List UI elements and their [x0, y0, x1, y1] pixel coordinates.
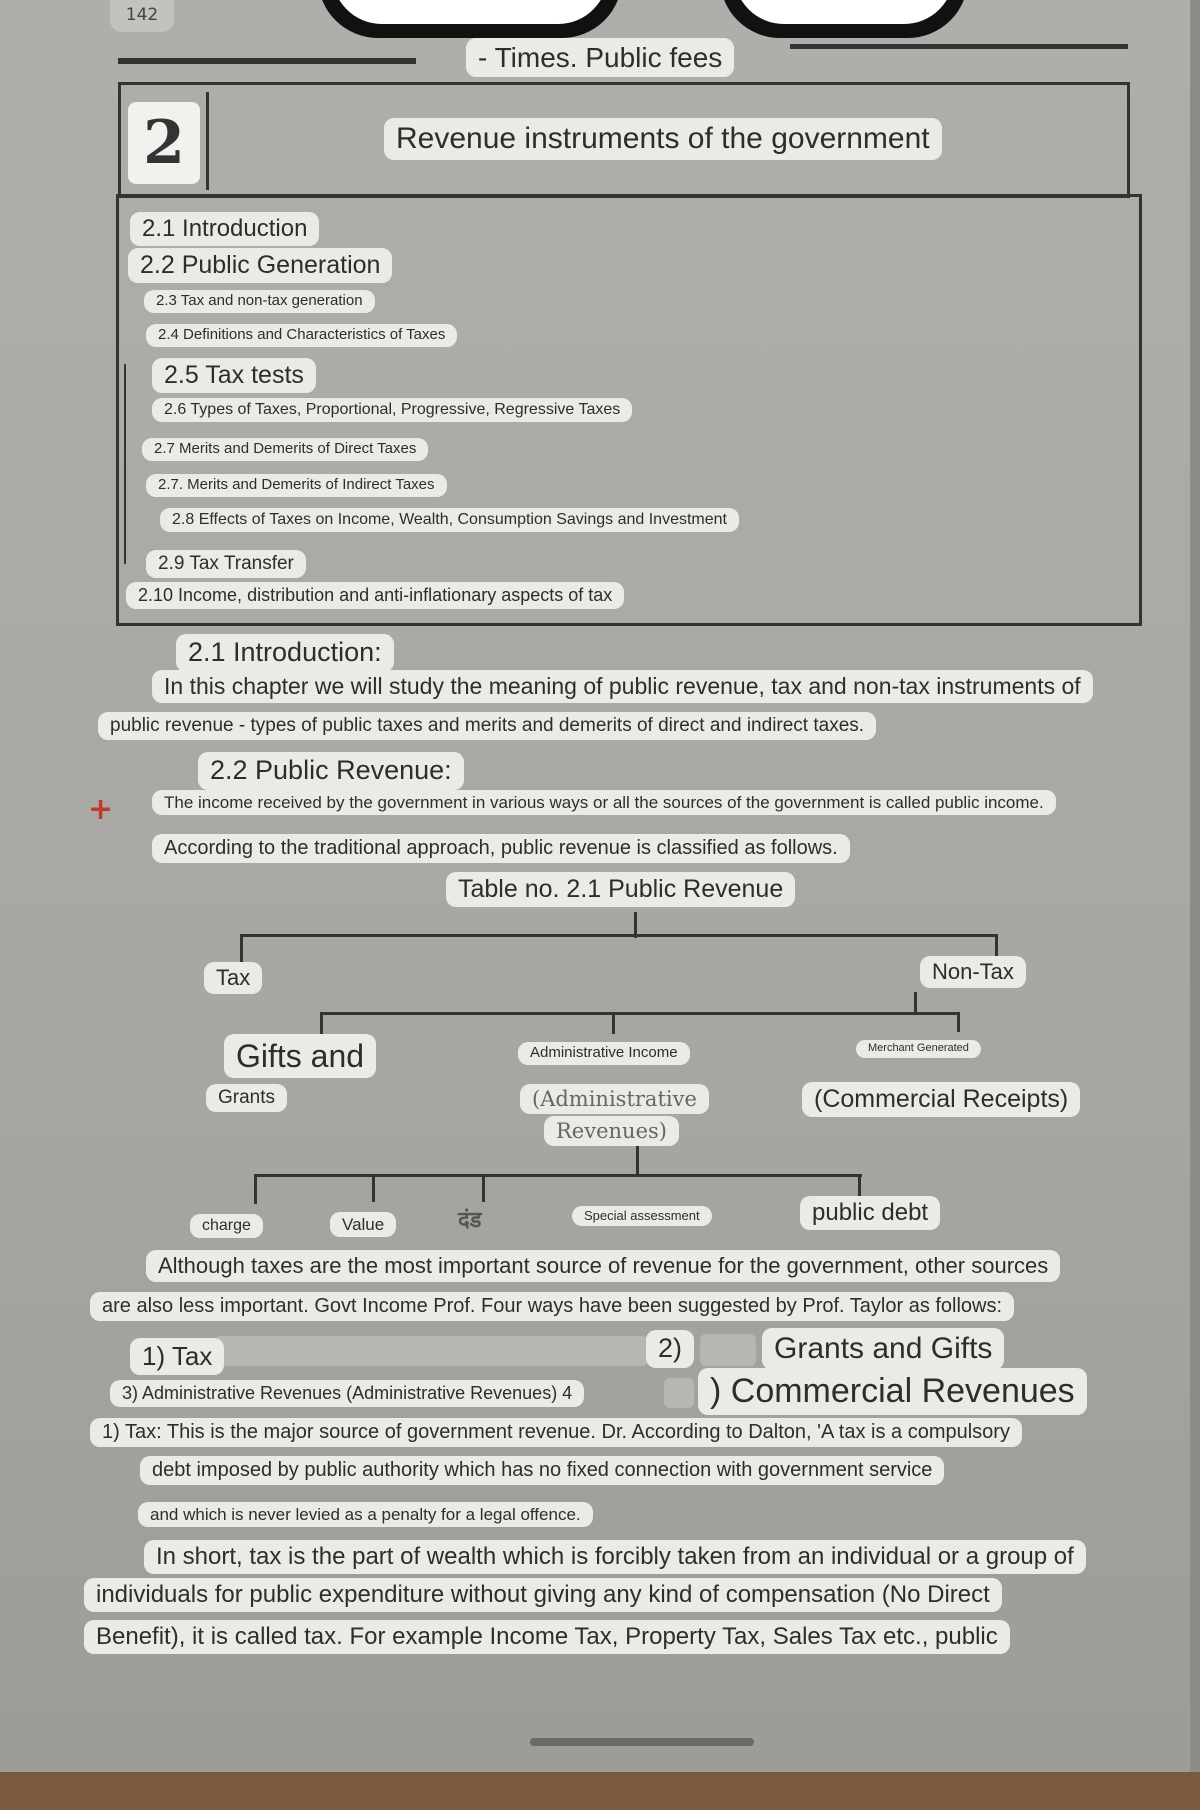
diagram-connector	[320, 1012, 960, 1015]
section-heading-introduction: 2.1 Introduction:	[176, 634, 394, 672]
paragraph-line: 1) Tax: This is the major source of government revenue. Dr. According to Dalton, 'A tax is a compulsory	[90, 1418, 1022, 1447]
diagram-node-gifts-grants: Gifts and	[224, 1034, 376, 1078]
list-item: ) Commercial Revenues	[698, 1368, 1087, 1415]
paragraph-line: Benefit), it is called tax. For example Income Tax, Property Tax, Sales Tax etc., public	[84, 1620, 1010, 1654]
diagram-leaf: public debt	[800, 1196, 940, 1230]
diagram-node-non-tax: Non-Tax	[920, 956, 1026, 988]
list-item: Grants and Gifts	[762, 1328, 1004, 1370]
page-number: 142	[110, 0, 174, 32]
header-rule-right	[790, 44, 1128, 49]
contents-item: 2.8 Effects of Taxes on Income, Wealth, Consumption Savings and Investment	[160, 508, 739, 532]
list-item: 1) Tax	[130, 1338, 224, 1375]
diagram-connector	[995, 934, 998, 958]
paragraph-line: The income received by the government in various ways or all the sources of the government is called public income.	[152, 790, 1056, 815]
diagram-leaf: दंड	[458, 1207, 482, 1232]
paragraph-line: According to the traditional approach, public revenue is classified as follows.	[152, 834, 850, 863]
page-edge	[1190, 0, 1200, 1772]
camera-notch-left	[318, 0, 622, 38]
paragraph-line: and which is never levied as a penalty for a legal offence.	[138, 1502, 593, 1527]
contents-item: 2.6 Types of Taxes, Proportional, Progressive, Regressive Taxes	[152, 398, 632, 422]
camera-notch-right	[720, 0, 968, 38]
contents-item: 2.5 Tax tests	[152, 358, 316, 393]
diagram-connector	[240, 934, 998, 937]
paragraph-line: individuals for public expenditure without giving any kind of compensation (No Direct	[84, 1578, 1002, 1612]
contents-item: 2.10 Income, distribution and anti-inflationary aspects of tax	[126, 582, 624, 609]
contents-item: 2.9 Tax Transfer	[146, 550, 306, 578]
contents-item: 2.4 Definitions and Characteristics of Taxes	[146, 324, 457, 347]
diagram-node-gifts-grants-line2: Grants	[206, 1084, 287, 1112]
list-filler	[214, 1336, 648, 1366]
list-item: 3) Administrative Revenues (Administrative Revenues) 4	[110, 1380, 584, 1407]
diagram-node-administrative-line2: (Administrative	[520, 1084, 709, 1114]
diagram-caption: Table no. 2.1 Public Revenue	[446, 872, 795, 907]
diagram-node-administrative-line3: Revenues)	[544, 1116, 679, 1146]
paragraph-line: Although taxes are the most important source of revenue for the government, other sources	[146, 1250, 1060, 1282]
diagram-node-tax: Tax	[204, 962, 262, 994]
diagram-connector	[240, 934, 243, 962]
diagram-connector	[254, 1174, 257, 1204]
contents-item: 2.7. Merits and Demerits of Indirect Taxes	[146, 474, 447, 497]
contents-item: 2.3 Tax and non-tax generation	[144, 290, 375, 313]
paragraph-line: In this chapter we will study the meaning of public revenue, tax and non-tax instruments of	[152, 670, 1093, 703]
list-filler	[664, 1378, 694, 1408]
diagram-connector	[957, 1012, 960, 1032]
list-item-number: 2)	[646, 1330, 694, 1368]
margin-mark: +	[88, 792, 114, 827]
chapter-divider	[206, 92, 209, 190]
diagram-node-administrative: Administrative Income	[518, 1042, 690, 1065]
contents-item: 2.2 Public Generation	[128, 248, 392, 283]
diagram-node-commercial-line2: (Commercial Receipts)	[802, 1082, 1080, 1117]
home-indicator[interactable]	[530, 1738, 754, 1746]
chapter-title: Revenue instruments of the government	[384, 118, 942, 160]
list-filler	[700, 1334, 756, 1366]
diagram-connector	[254, 1174, 862, 1177]
diagram-connector	[636, 1146, 639, 1176]
diagram-leaf: charge	[190, 1214, 263, 1238]
chapter-number: 2	[128, 102, 200, 184]
table-surface	[0, 1772, 1200, 1810]
diagram-connector	[372, 1174, 375, 1202]
paragraph-line: public revenue - types of public taxes and merits and demerits of direct and indirect taxes.	[98, 712, 876, 740]
diagram-connector	[482, 1174, 485, 1202]
paragraph-line: are also less important. Govt Income Prof. Four ways have been suggested by Prof. Taylor as follows:	[90, 1292, 1014, 1321]
diagram-leaf: Special assessment	[572, 1206, 712, 1226]
diagram-node-commercial: Merchant Generated	[856, 1040, 981, 1058]
contents-item: 2.7 Merits and Demerits of Direct Taxes	[142, 438, 428, 461]
diagram-leaf: Value	[330, 1212, 396, 1237]
contents-item: 2.1 Introduction	[130, 212, 319, 246]
diagram-connector	[320, 1012, 323, 1036]
diagram-connector	[914, 992, 917, 1014]
section-heading-public-revenue: 2.2 Public Revenue:	[198, 752, 464, 790]
paragraph-line: debt imposed by public authority which has no fixed connection with government service	[140, 1456, 944, 1485]
contents-margin-line	[124, 364, 126, 564]
header-rule-left	[118, 58, 416, 64]
running-title: - Times. Public fees	[466, 38, 734, 77]
paragraph-line: In short, tax is the part of wealth which is forcibly taken from an individual or a group of	[144, 1540, 1086, 1574]
diagram-connector	[612, 1012, 615, 1034]
